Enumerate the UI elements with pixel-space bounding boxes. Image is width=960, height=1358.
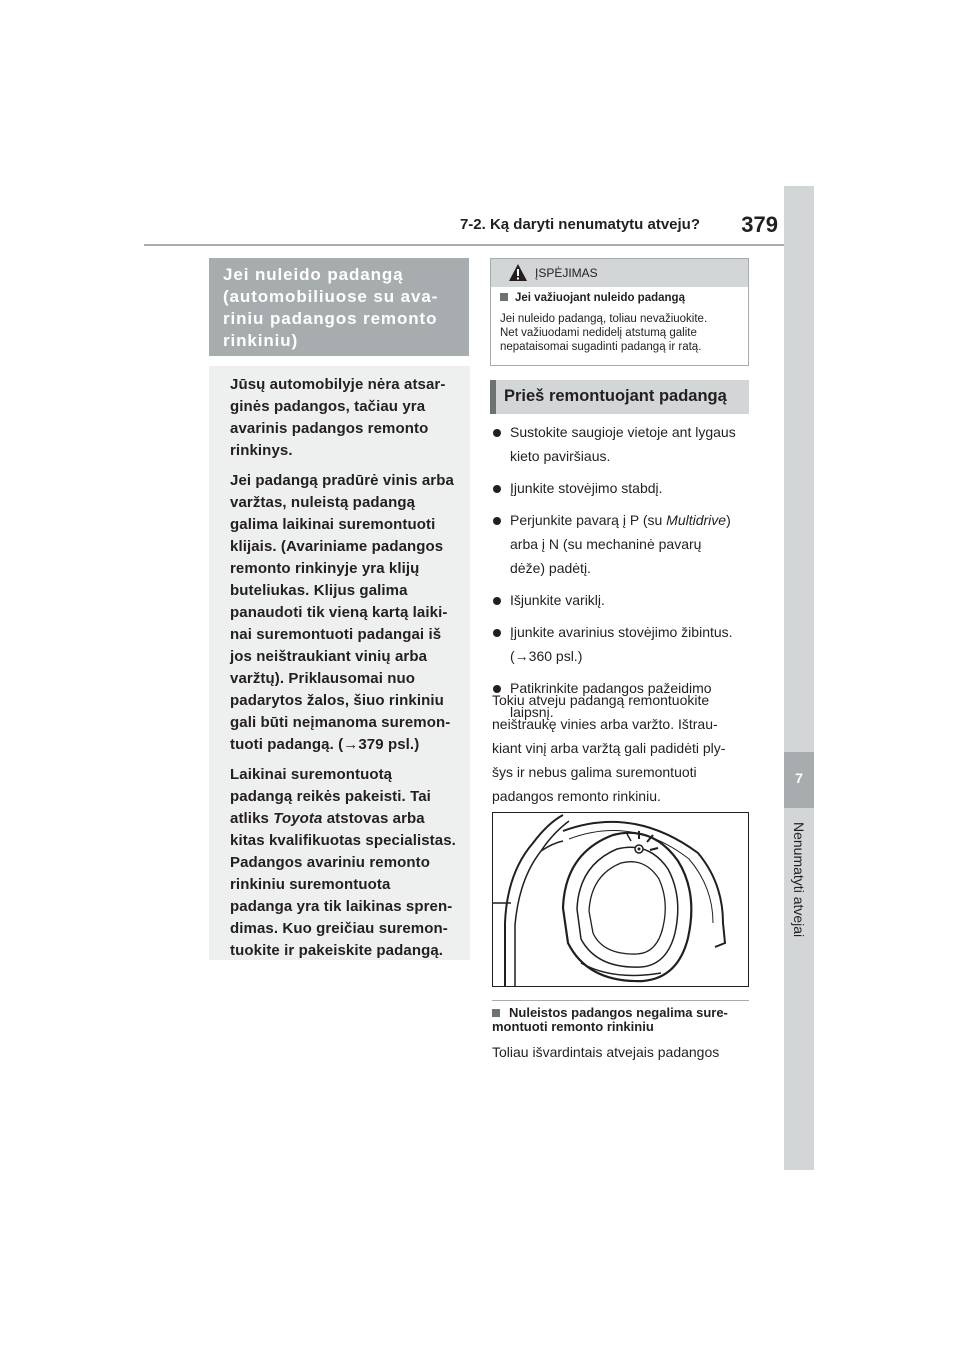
warning-subheading <box>500 292 685 304</box>
warning-subheading-text: Jei važiuojant nuleido padangą <box>515 292 685 304</box>
page-number: 379 <box>741 212 778 237</box>
header-rule <box>144 244 784 246</box>
section-header-title: 7-2. Ką daryti nenumatytu atveju? <box>459 216 700 233</box>
section-title: Prieš remontuojant padangą <box>490 380 749 414</box>
chapter-number: 7 <box>795 770 803 786</box>
left-box-title-text: Jei nuleido padangą (automobiliuose su ava- riniu padangos remonto rinkiniu) <box>223 265 439 350</box>
repair-note-paragraph: Tokiu atveju padangą remontuokite neištraukę vinies arba varžto. Ištrau- kiant vinį arba varžtą gali padidėti ply- šys ir nebus galima suremontuoti padangos remonto rinkiniu. <box>492 692 726 804</box>
preparation-steps-list <box>492 420 754 732</box>
left-box-paragraph-2: Jei padangą pradūrė vinis arba varžtas, nuleistą padangą galima laikinai suremontuoti klijais. (Avariniame padangos remonto rinkinyje yra klijų buteliukas. Klijus galima panaudoti tik vieną kartą laiki- nai suremontuoti padangai iš jos neištraukiant vinių arba varžtų). Priklausomai nuo padarytos žalos, šiuo rinkiniu gali būti neįmanoma suremon- tuoti padangą. (→379 psl.) <box>230 472 454 753</box>
warning-box <box>490 258 749 366</box>
warning-triangle-icon <box>508 263 528 282</box>
list-item-text: Sustokite saugioje vietoje ant lygaus kieto paviršiaus. <box>510 424 736 464</box>
list-item-text: Įjunkite avarinius stovėjimo žibintus. (→360 psl.) <box>510 624 733 664</box>
left-box-body <box>209 366 470 960</box>
warning-text: Jei nuleido padangą, toliau nevažiuokite. Net važiuodami nedidelį atstumą galite nepataisomai sugadinti padangą ir ratą. <box>500 313 708 353</box>
figure-rule <box>492 1000 749 1001</box>
list-item-text: Patikrinkite padangos pažeidimo laipsnį. <box>510 680 712 720</box>
left-box-paragraph-3: Laikinai suremontuotą padangą reikės pakeisti. Tai atliks Toyota atstovas arba kitas kvalifikuotas specialistas. Padangos avariniu remonto rinkiniu suremontuota padanga yra tik laikinas spren- dimas. Kuo greičiau suremon- tuokite ir pakeiskite padangą. <box>230 766 456 959</box>
subheading <box>492 1006 754 1034</box>
left-box-title <box>209 258 469 356</box>
square-bullet-icon <box>492 1009 500 1017</box>
bullet-dot-icon <box>493 429 501 437</box>
continuation-text: Toliau išvardintais atvejais padangos <box>492 1044 720 1060</box>
list-item-text: Įjunkite stovėjimo stabdį. <box>510 480 663 496</box>
flat-tire-drawing <box>493 813 748 986</box>
warning-header <box>491 259 748 287</box>
tire-illustration <box>492 812 749 987</box>
bullet-dot-icon <box>493 485 501 493</box>
bullet-dot-icon <box>493 629 501 637</box>
subheading-text: Nuleistos padangos negalima sure- montuoti remonto rinkiniu <box>492 1005 728 1034</box>
warning-title: ĮSPĖJIMAS <box>535 266 598 280</box>
list-item <box>492 476 754 500</box>
list-item <box>492 420 754 468</box>
chapter-title: Nenumatyti atvejai <box>791 822 807 938</box>
left-box-paragraph-1: Jūsų automobilyje nėra atsar- ginės padangos, tačiau yra avarinis padangos remonto rinkinys. <box>230 376 446 459</box>
bullet-dot-icon <box>493 597 501 605</box>
list-item-text: Išjunkite variklį. <box>510 592 605 608</box>
list-item-text: Perjunkite pavarą į P (su Multidrive) arba į N (su mechaninė pavarų dėže) padėtį. <box>510 512 731 576</box>
bullet-dot-icon <box>493 517 501 525</box>
list-item <box>492 620 754 668</box>
list-item <box>492 508 754 580</box>
square-bullet-icon <box>500 293 508 301</box>
list-item <box>492 588 754 612</box>
chapter-side-tab <box>784 186 814 1170</box>
